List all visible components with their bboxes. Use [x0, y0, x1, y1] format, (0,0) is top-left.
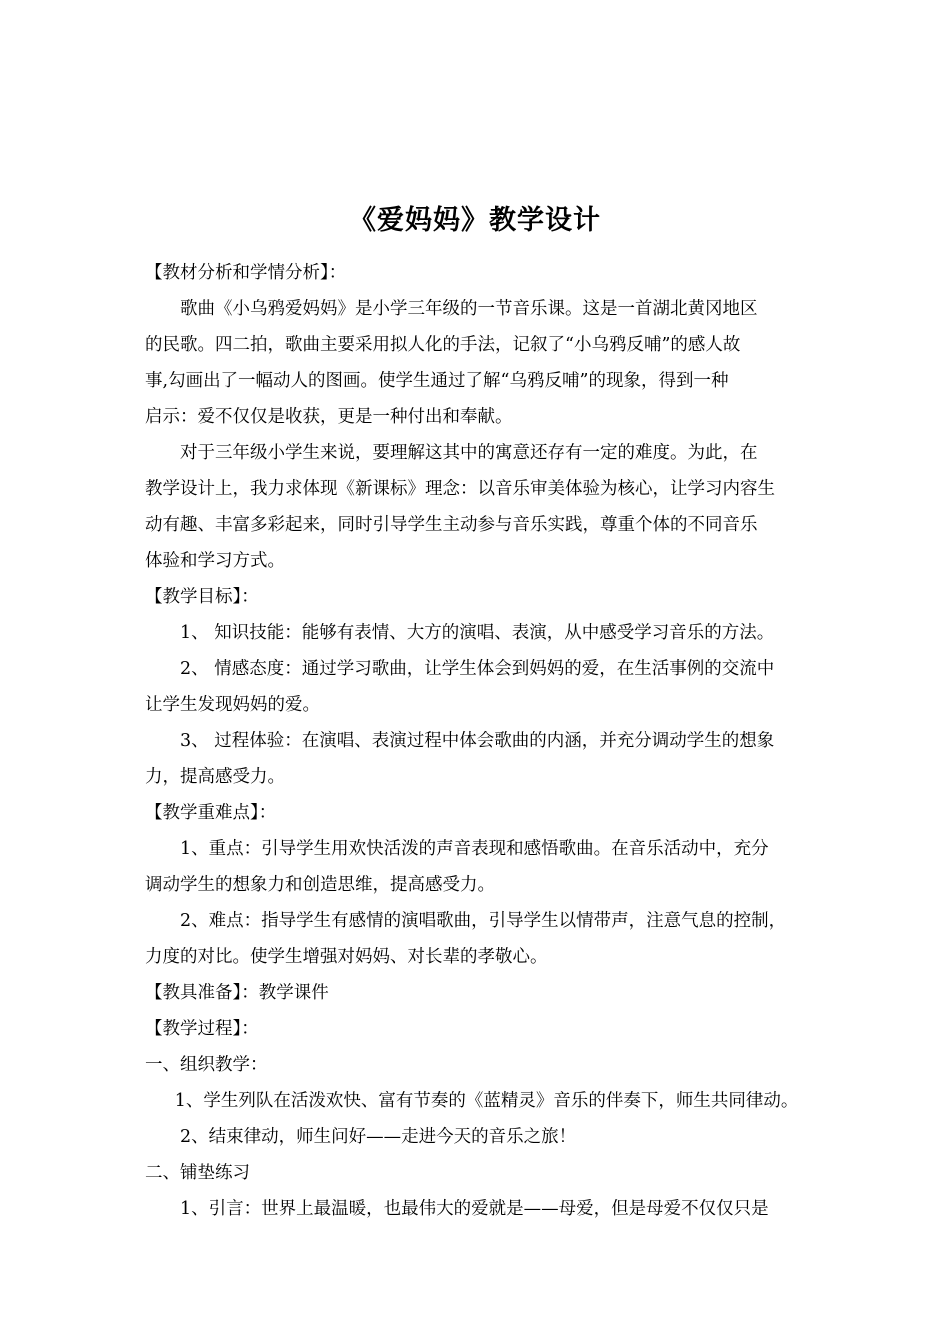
paragraph-line: 对于三年级小学生来说，要理解这其中的寓意还存有一定的难度。为此，在: [180, 443, 758, 463]
goal-item-1: 1、 知识技能：能够有表情、大方的演唱、表演，从中感受学习音乐的方法。: [180, 623, 775, 643]
step-1-heading: 一、组织教学：: [145, 1055, 268, 1075]
step-2-item-1: 1、引言：世界上最温暖，也最伟大的爱就是——母爱，但是母爱不仅仅只是: [180, 1199, 769, 1219]
paragraph-line: 启示：爱不仅仅是收获，更是一种付出和奉献。: [145, 407, 513, 427]
paragraph-line: 的民歌。四二拍，歌曲主要采用拟人化的手法，记叙了“小乌鸦反哺”的感人故: [145, 335, 741, 355]
key-point-1: [145, 831, 813, 903]
paragraph-line: 动有趣、丰富多彩起来，同时引导学生主动参与音乐实践，尊重个体的不同音乐: [145, 515, 758, 535]
analysis-paragraph-1: [145, 291, 813, 435]
goal-item-3: [145, 723, 813, 795]
tools-line: 【教具准备】：教学课件: [145, 983, 329, 1003]
step-2-heading: 二、铺垫练习: [145, 1163, 250, 1183]
paragraph-line: 教学设计上，我力求体现《新课标》理念：以音乐审美体验为核心，让学习内容生: [145, 479, 775, 499]
paragraph-line: 调动学生的想象力和创造思维，提高感受力。: [145, 875, 495, 895]
paragraph-line: 让学生发现妈妈的爱。: [145, 695, 320, 715]
goal-item-2: [145, 651, 813, 723]
paragraph-line: 事,勾画出了一幅动人的图画。使学生通过了解“乌鸦反哺”的现象，得到一种: [145, 371, 729, 391]
paragraph-line: 歌曲《小乌鸦爱妈妈》是小学三年级的一节音乐课。这是一首湖北黄冈地区: [180, 299, 758, 319]
document-title: 《爱妈妈》教学设计: [349, 205, 601, 236]
step-1-item-1: 1、学生列队在活泼欢快、富有节奏的《蓝精灵》音乐的伴奏下，师生共同律动。: [174, 1091, 799, 1111]
paragraph-line: 2、难点：指导学生有感情的演唱歌曲，引导学生以情带声，注意气息的控制，: [180, 911, 787, 931]
process-heading: 【教学过程】：: [145, 1019, 259, 1039]
paragraph-line: 体验和学习方式。: [145, 551, 285, 571]
paragraph-line: 力度的对比。使学生增强对妈妈、对长辈的孝敬心。: [145, 947, 548, 967]
paragraph-line: 1、重点：引导学生用欢快活泼的声音表现和感悟歌曲。在音乐活动中，充分: [180, 839, 769, 859]
analysis-paragraph-2: [145, 435, 813, 579]
document-body: [145, 255, 813, 1227]
key-point-2: [145, 903, 813, 975]
key-points-heading: 【教学重难点】：: [145, 803, 277, 823]
analysis-heading: 【教材分析和学情分析】：: [145, 263, 347, 283]
step-1-item-2: 2、结束律动，师生问好——走进今天的音乐之旅！: [180, 1127, 577, 1147]
goals-heading: 【教学目标】：: [145, 587, 259, 607]
paragraph-line: 2、 情感态度：通过学习歌曲，让学生体会到妈妈的爱，在生活事例的交流中: [180, 659, 775, 679]
paragraph-line: 力，提高感受力。: [145, 767, 285, 787]
paragraph-line: 3、 过程体验：在演唱、表演过程中体会歌曲的内涵，并充分调动学生的想象: [180, 731, 775, 751]
